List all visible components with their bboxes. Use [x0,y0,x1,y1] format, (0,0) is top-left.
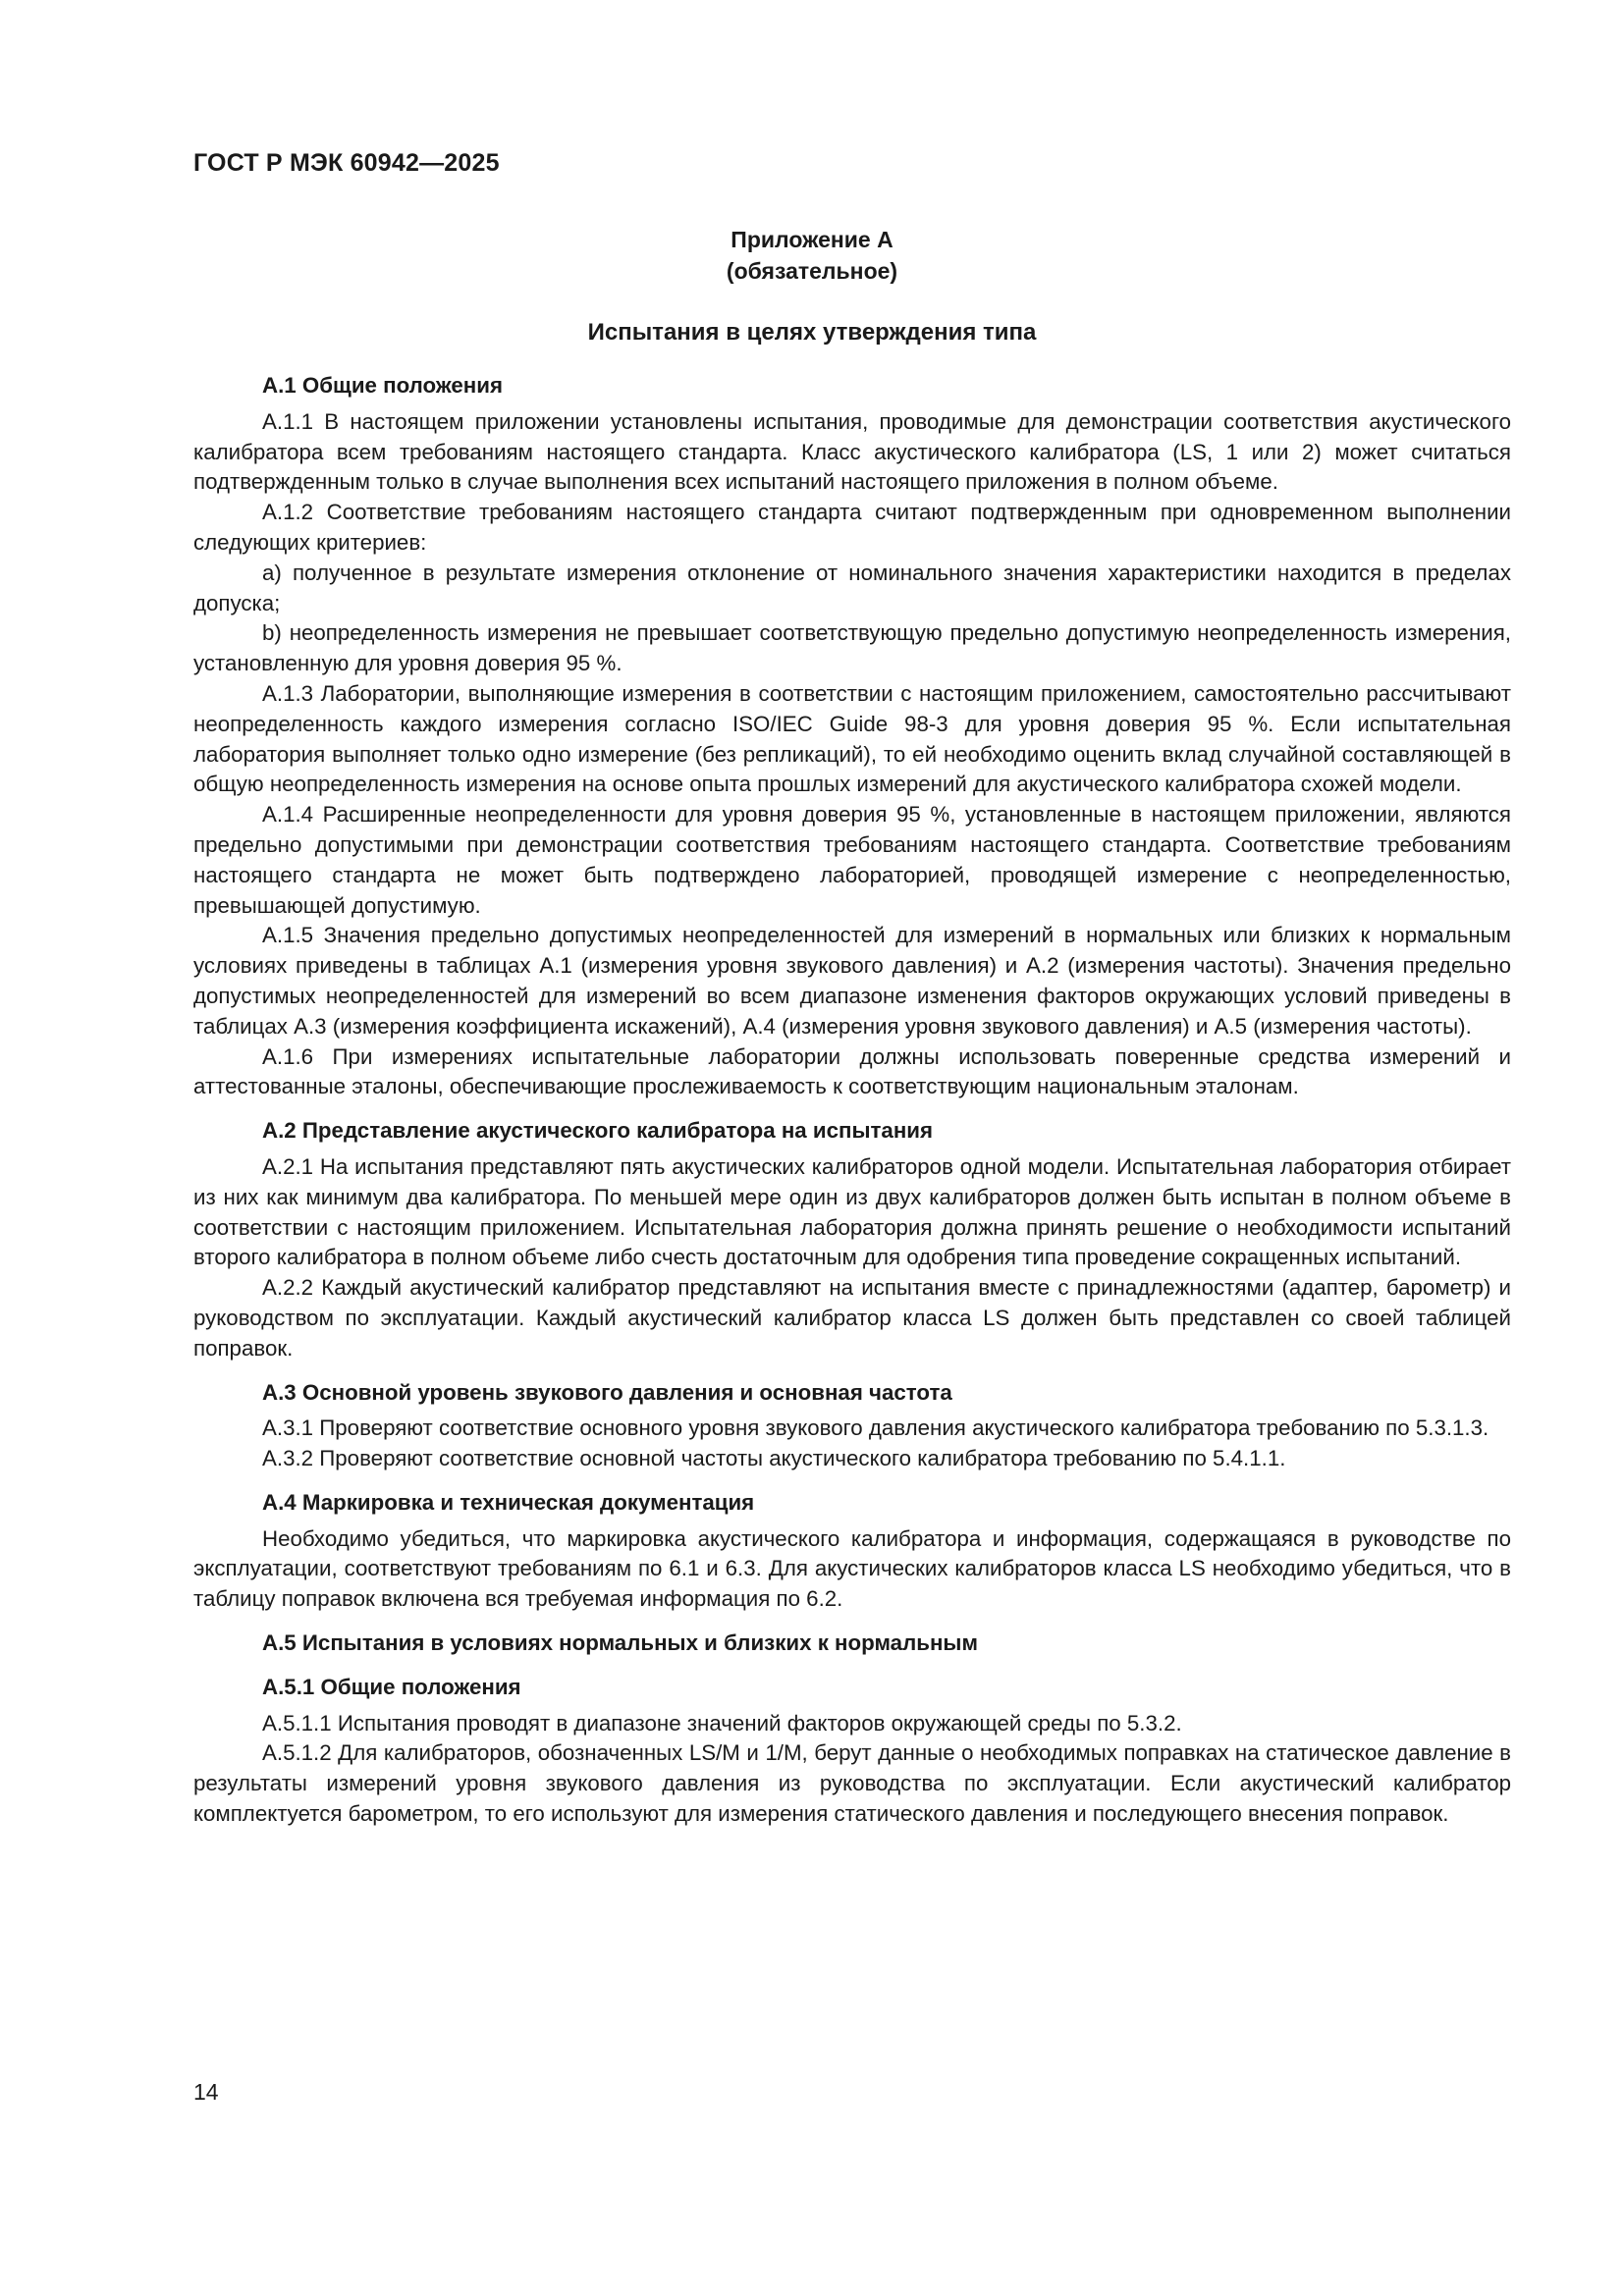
section-heading-a4: А.4 Маркировка и техническая документация [262,1489,755,1515]
annex-title-block [0,224,1624,287]
document-body [193,371,1511,1830]
section-heading-a1: А.1 Общие положения [262,373,503,398]
paragraph-a1-5: А.1.5 Значения предельно допустимых неопределенностей для измерений в нормальных или близких к нормальным условиях приведены в таблицах А.1 (измерения уровня звукового давления) и А.2 (измерения частоты). Значения предельно допустимых неопределенностей для измерений во всем диапазоне изменения факторов окружающих условий приведены в таблицах А.3 (измерения коэффициента искажений), А.4 (измерения уровня звукового давления) и А.5 (измерения частоты). [193,923,1511,1039]
section-heading-a2: А.2 Представление акустического калибратора на испытания [262,1118,934,1144]
page-number: 14 [193,2079,219,2105]
annex-title: Приложение А [731,227,893,252]
paragraph-a2-1: А.2.1 На испытания представляют пять акустических калибраторов одной модели. Испытательная лаборатория отбирает из них как минимум два калибратора. По меньшей мере один из двух калибраторов должен быть испытан в полном объеме в соответствии с настоящим приложением. Испытательная лаборатория должна принять решение о необходимости испытаний второго калибратора в полном объеме либо счесть достаточным для одобрения типа проведение сокращенных испытаний. [193,1153,1511,1270]
subsection-heading-a5-1: А.5.1 Общие положения [262,1674,521,1699]
paragraph-a1-6: А.1.6 При измерениях испытательные лаборатории должны использовать поверенные средства измерений и аттестованные эталоны, обеспечивающие прослеживаемость к соответствующим национальным эталонам. [193,1043,1511,1099]
paragraph-a4-1: Необходимо убедиться, что маркировка акустического калибратора и информация, содержащаяся в руководстве по эксплуатации, соответствуют требованиям по 6.1 и 6.3. Для акустических калибраторов класса LS необходимо убедиться, что в таблицу поправок включена вся требуемая информация по 6.2. [193,1525,1511,1612]
paragraph-a5-1-2: А.5.1.2 Для калибраторов, обозначенных LS/M и 1/M, берут данные о необходимых поправках на статическое давление в результаты измерений уровня звукового давления из руководства по эксплуатации. Если акустический калибратор комплектуется барометром, то его используют для измерения статического давления и последующего внесения поправок. [193,1740,1511,1827]
list-item-a: а) полученное в результате измерения отклонение от номинального значения характеристики находится в пределах допуска; [193,560,1511,615]
paragraph-a2-2: А.2.2 Каждый акустический калибратор представляют на испытания вместе с принадлежностями (адаптер, барометр) и руководством по эксплуатации. Каждый акустический калибратор класса LS должен быть представлен со своей таблицей поправок. [193,1275,1511,1361]
paragraph-a3-2: А.3.2 Проверяют соответствие основной частоты акустического калибратора требованию по 5.4.1.1. [262,1446,1286,1471]
paragraph-a3-1: А.3.1 Проверяют соответствие основного уровня звукового давления акустического калибратора требованию по 5.3.1.3. [262,1415,1489,1441]
section-heading-a3: А.3 Основной уровень звукового давления и основная частота [262,1379,952,1405]
section-heading-a5: А.5 Испытания в условиях нормальных и близких к нормальным [262,1630,978,1656]
list-item-b: b) неопределенность измерения не превышает соответствующую предельно допустимую неопределенность измерения, установленную для уровня доверия 95 %. [193,620,1511,676]
paragraph-a1-3: А.1.3 Лаборатории, выполняющие измерения в соответствии с настоящим приложением, самостоятельно рассчитывают неопределенность каждого измерения согласно ISO/IEC Guide 98-3 для уровня доверия 95 %. Если испытательная лаборатория выполняет только одно измерение (без репликаций), то ей необходимо оценить вклад случайной составляющей в общую неопределенность измерения на основе опыта прошлых измерений для акустического калибратора схожей модели. [193,680,1511,797]
paragraph-a1-4: А.1.4 Расширенные неопределенности для уровня доверия 95 %, установленные в настоящем приложении, являются предельно допустимыми при демонстрации соответствия требованиям настоящего стандарта. Соответствие требованиям настоящего стандарта не может быть подтверждено лабораторией, проводящей измерение с неопределенностью, превышающей допустимую. [193,802,1511,918]
document-code: ГОСТ Р МЭК 60942—2025 [193,149,500,177]
paragraph-a1-2: А.1.2 Соответствие требованиям настоящего стандарта считают подтвержденным при одновременном выполнении следующих критериев: [193,500,1511,555]
paragraph-a1-1: А.1.1 В настоящем приложении установлены испытания, проводимые для демонстрации соответствия акустического калибратора всем требованиям настоящего стандарта. Класс акустического калибратора (LS, 1 или 2) может считаться подтвержденным только в случае выполнения всех испытаний настоящего приложения в полном объеме. [193,408,1511,495]
annex-status: (обязательное) [726,258,898,284]
paragraph-a5-1-1: А.5.1.1 Испытания проводят в диапазоне значений факторов окружающей среды по 5.3.2. [262,1710,1182,1735]
annex-heading: Испытания в целях утверждения типа [587,319,1037,346]
